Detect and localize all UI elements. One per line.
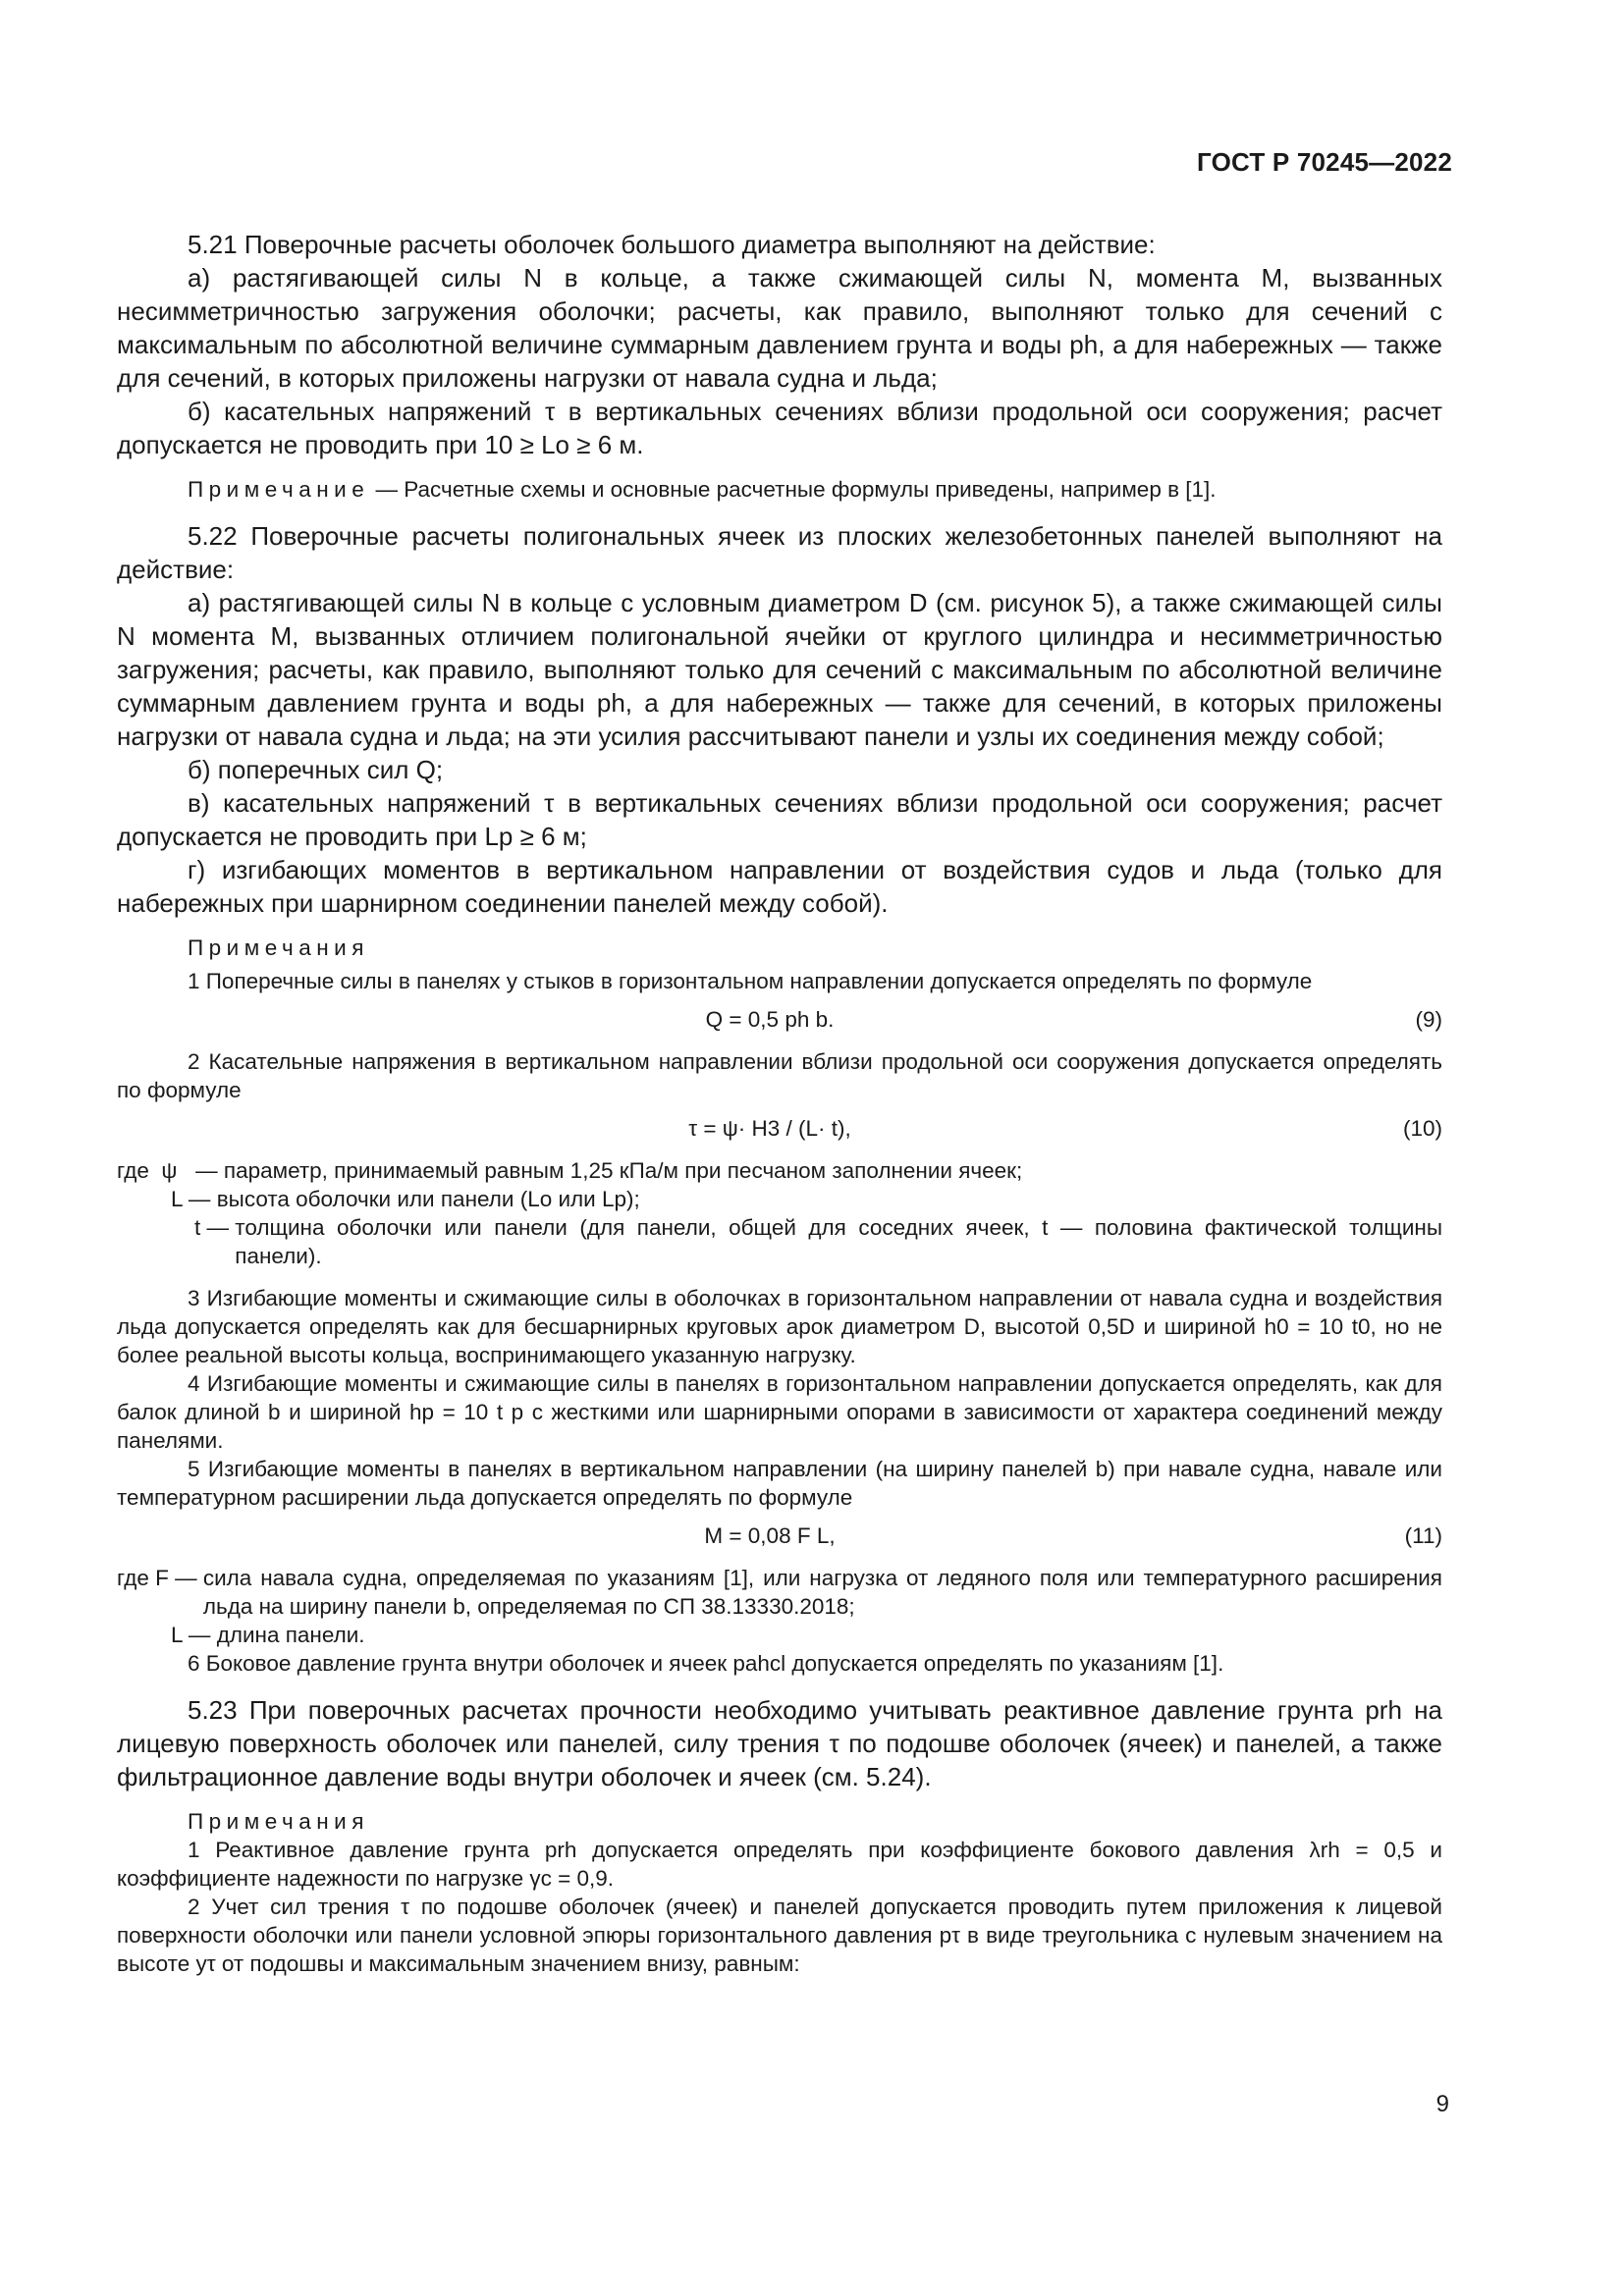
formula-10-number: (10) (1402, 1116, 1442, 1141)
formula-9-number: (9) (1415, 1007, 1442, 1032)
note-1: 1 Поперечные силы в панелях у стыков в горизонтальном направлении допускается определять по формуле (188, 969, 1313, 993)
where-L-length-symbol: L — (171, 1623, 217, 1647)
paragraph-5-22-d: г) изгибающих моментов в вертикальном направлении от воздействия судов и льда (только для набережных при шарнирном соединении панелей между собой). (117, 855, 1442, 918)
formula-11 (117, 1522, 1442, 1550)
where-t (117, 1213, 1442, 1270)
where-L-length-definition: длина панели. (216, 1623, 365, 1647)
formula-11-expression: M = 0,08 F L, (704, 1523, 836, 1548)
paragraph-5-21-b: б) касательных напряжений τ в вертикальных сечениях вблизи продольной оси сооружения; расчет допускается не проводить при 10 ≥ Lo ≥ 6 м. (117, 397, 1442, 459)
note-5-21 (117, 475, 1442, 504)
standard-designation: ГОСТ Р 70245—2022 (1197, 147, 1452, 177)
note-6: 6 Боковое давление грунта внутри оболочек и ячеек pahcl допускается определять по указаниям [1]. (188, 1651, 1224, 1676)
where-L-symbol: L — (171, 1187, 217, 1211)
note-3: 3 Изгибающие моменты и сжимающие силы в оболочках в горизонтальном направлении от навала судна и воздействия льда допускается определять как для бесшарнирных круговых арок диаметром D, высотой 0,5D и шириной h0 = 10 t0, но не более реальной высоты кольца, воспринимающего указанную нагрузку. (117, 1286, 1442, 1367)
note-label: Примечание (188, 477, 370, 502)
notes-heading-5-23: Примечания (188, 1809, 369, 1834)
page-number: 9 (1435, 2091, 1449, 2117)
where-L-length (117, 1621, 1442, 1649)
formula-11-number: (11) (1404, 1523, 1442, 1548)
note-5-23-1: 1 Реактивное давление грунта prh допускается определять при коэффициенте бокового давления λrh = 0,5 и коэффициенте надежности по нагрузке γc = 0,9. (117, 1838, 1442, 1891)
where-psi-definition: параметр, принимаемый равным 1,25 кПа/м при песчаном заполнении ячеек; (223, 1158, 1023, 1183)
formula-9 (117, 1005, 1442, 1034)
paragraph-5-21-a: а) растягивающей силы N в кольце, а также сжимающей силы N, момента M, вызванных несимметричностью загружения оболочки; расчеты, как правило, выполняют только для сечений с максимальным по абсолютной величине суммарным давлением грунта и воды ph, а для набережных — также для сечений, в которых приложены нагрузки от навала судна и льда; (117, 263, 1442, 393)
where-psi-symbol: где ψ — (117, 1158, 224, 1183)
notes-heading: Примечания (188, 935, 369, 960)
paragraph-5-22-b: б) поперечных сил Q; (188, 755, 444, 784)
paragraph-5-23: 5.23 При поверочных расчетах прочности необходимо учитывать реактивное давление грунта prh на лицевую поверхность оболочек или панелей, силу трения τ по подошве оболочек (ячеек) и панелей, а также фильтрационное давление воды внутри оболочек и ячеек (см. 5.24). (117, 1695, 1442, 1791)
paragraph-5-22-intro: 5.22 Поверочные расчеты полигональных ячеек из плоских железобетонных панелей выполняют на действие: (117, 521, 1442, 584)
note-5-23-2: 2 Учет сил трения τ по подошве оболочек (ячеек) и панелей допускается проводить путем приложения к лицевой поверхности оболочки или панели условной эпюры горизонтального давления pτ в виде треугольника с нулевым значением на высоте yτ от подошвы и максимальным значением внизу, равным: (117, 1895, 1442, 1976)
page-body (117, 228, 1442, 1978)
paragraph-5-22-c: в) касательных напряжений τ в вертикальных сечениях вблизи продольной оси сооружения; расчет допускается не проводить при Lp ≥ 6 м; (117, 788, 1442, 851)
formula-9-expression: Q = 0,5 ph b. (705, 1007, 835, 1032)
section-5-22 (117, 519, 1442, 1678)
where-psi (117, 1156, 1442, 1185)
section-5-21 (117, 228, 1442, 504)
note-5: 5 Изгибающие моменты в панелях в вертикальном направлении (на ширину панелей b) при навале судна, навале или температурном расширении льда допускается определять по формуле (117, 1457, 1442, 1510)
where-F-symbol: где F — (117, 1566, 203, 1590)
note-4: 4 Изгибающие моменты и сжимающие силы в панелях в горизонтальном направлении допускается определять, как для балок длиной b и шириной hp = 10 t p с жесткими или шарнирными опорами в зависимости от характера соединений между панелями. (117, 1371, 1442, 1453)
formula-10-expression: τ = ψ· H3 / (L· t), (688, 1116, 851, 1141)
note-text: — Расчетные схемы и основные расчетные формулы приведены, например в [1]. (369, 477, 1217, 502)
section-5-23 (117, 1693, 1442, 1978)
where-F (117, 1564, 1442, 1621)
where-L (117, 1185, 1442, 1213)
where-L-definition: высота оболочки или панели (Lo или Lp); (216, 1187, 640, 1211)
formula-10 (117, 1114, 1442, 1143)
where-t-definition: толщина оболочки или панели (для панели, общей для соседних ячеек, t — половина фактической толщины панели). (235, 1215, 1442, 1268)
paragraph-5-22-a: а) растягивающей силы N в кольце с условным диаметром D (см. рисунок 5), а также сжимающей силы N момента M, вызванных отличием полигональной ячейки от круглого цилиндра и несимметричностью загружения; расчеты, как правило, выполняют только для сечений с максимальным по абсолютной величине суммарным давлением грунта и воды ph, а для набережных — также для сечений, в которых приложены нагрузки от навала судна и льда; на эти усилия рассчитывают панели и узлы их соединения между собой; (117, 588, 1442, 751)
where-F-definition: сила навала судна, определяемая по указаниям [1], или нагрузка от ледяного поля или температурного расширения льда на ширину панели b, определяемая по СП 38.13330.2018; (202, 1566, 1442, 1619)
paragraph-5-21-intro: 5.21 Поверочные расчеты оболочек большого диаметра выполняют на действие: (188, 230, 1156, 259)
where-t-symbol: t — (194, 1215, 236, 1240)
note-2: 2 Касательные напряжения в вертикальном направлении вблизи продольной оси сооружения допускается определять по формуле (117, 1049, 1442, 1102)
